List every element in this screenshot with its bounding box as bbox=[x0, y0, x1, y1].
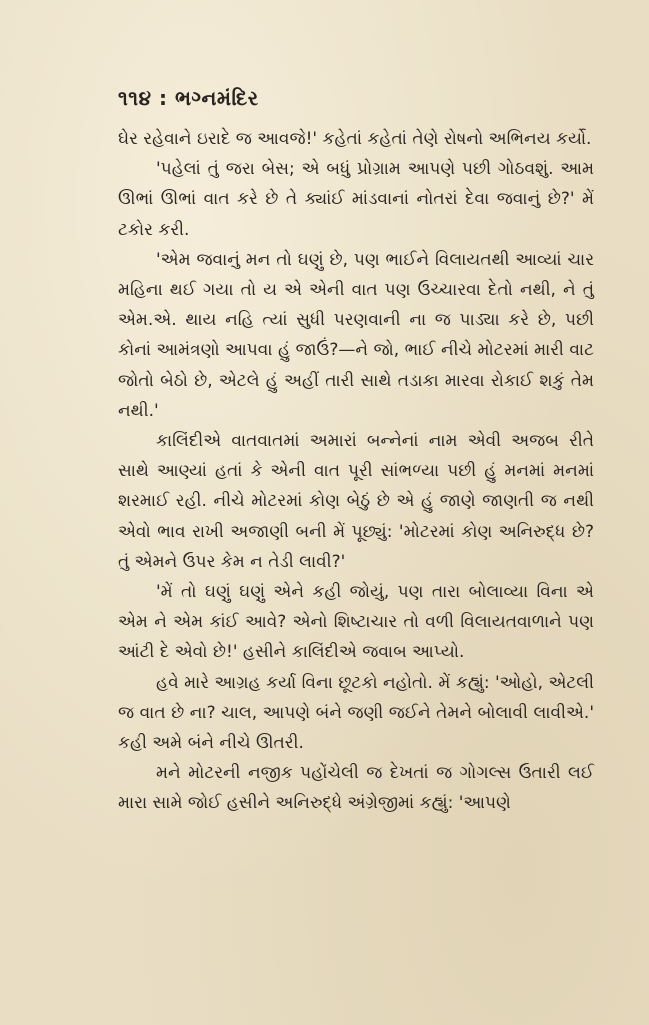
body-text bbox=[118, 124, 594, 819]
paragraph: મને મોટરની નજીક પહોંચેલી જ દેખતાં જ ગોગલ્સ ઉતારી લઈ મારા સામે જોઈ હસીને અનિરુદ્ધે અંગ્રેજીમાં કહ્યું: 'આપણે bbox=[118, 763, 594, 814]
paragraph: હવે મારે આગ્રહ કર્યા વિના છૂટકો નહોતો. મેં કહ્યું: 'ઓહો, એટલી જ વાત છે ના? ચાલ, આપણે બંને જણી જઈને તેમને બોલાવી લાવીએ.' કહી અમે બંને નીચે ઊતરી. bbox=[118, 672, 594, 754]
paragraph: 'પહેલાં તું જરા બેસ; એ બધું પ્રોગ્રામ આપણે પછી ગોઠવશું. આમ ઊભાં ઊભાં વાત કરે છે તે ક્યાંઈ માંડવાનાં નોતરાં દેવા જવાનું છે?' મેં ટકોર કરી. bbox=[118, 159, 594, 240]
paragraph-continued: ઘેર રહેવાને ઇરાદે જ આવજે!' કહેતાં કહેતાં તેણે રોષનો અભિનય કર્યો. bbox=[118, 129, 592, 149]
book-title: ભગ્નમંદિર bbox=[174, 86, 259, 110]
running-head-separator: : bbox=[158, 86, 168, 110]
paragraph: 'મેં તો ઘણું ઘણું એને કહી જોયું, પણ તારા બોલાવ્યા વિના એ એમ ને એમ કાંઈ આવે? એનો શિષ્ટાચાર તો વળી વિલાયતવાળાને પણ આંટી દે એવો છે!' હસીને કાલિંદીએ જવાબ આપ્યો. bbox=[118, 582, 594, 663]
paragraph: કાલિંદીએ વાતવાતમાં અમારાં બન્નેનાં નામ એવી અજબ રીતે સાથે આણ્યાં હતાં કે એની વાત પૂરી સાંભળ્યા પછી હું મનમાં મનમાં શરમાઈ રહી. નીચે મોટરમાં કોણ બેઠું છે એ હું જાણે જાણતી જ નથી એવો ભાવ રાખી અજાણી બની મેં પૂછ્યું: 'મોટરમાં કોણ અનિરુદ્ધ છે? તું એમને ઉપર કેમ ન તેડી લાવી?' bbox=[118, 431, 594, 572]
page-number: ૧૧૪ bbox=[118, 86, 152, 110]
paragraph: 'એમ જવાનું મન તો ઘણું છે, પણ ભાઈને વિલાયતથી આવ્યાં ચાર મહિના થઈ ગયા તો ય એ એની વાત પણ ઉચ્ચારવા દેતો નથી, ને તું એમ.એ. થાય નહિ ત્યાં સુધી પરણવાની ના જ પાડ્યા કરે છે, પછી કોનાં આમંત્રણો આપવા હું જાઉં?—ને જો, ભાઈ નીચે મોટરમાં મારી વાટ જોતો બેઠો છે, એટલે હું અહીં તારી સાથે તડાકા મારવા રોકાઈ શકું તેમ નથી.' bbox=[118, 249, 594, 421]
running-head bbox=[118, 86, 259, 110]
